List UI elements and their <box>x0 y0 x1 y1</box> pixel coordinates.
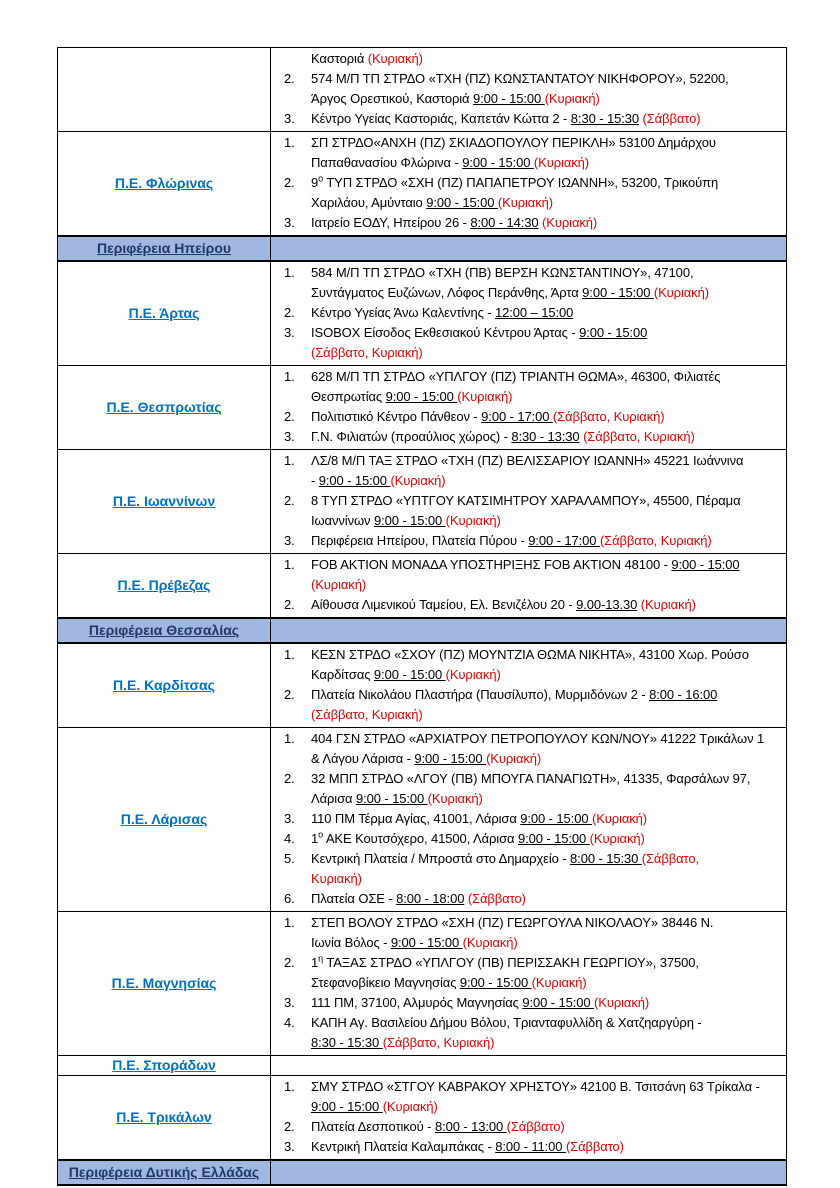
list-item <box>277 1077 778 1117</box>
section-header-empty-cell <box>271 1160 787 1185</box>
section-header-link[interactable]: Περιφέρεια Θεσσαλίας <box>88 622 240 638</box>
region-link[interactable]: Π.Ε. Καρδίτσας <box>113 677 215 693</box>
list-item <box>277 367 778 407</box>
section-header-cell <box>58 1160 271 1185</box>
section-header-empty-cell <box>271 618 787 643</box>
item-text: Πλατεία Νικολάου Πλαστήρα (Παυσίλυπο), Μυρμιδόνων 2 - 8:00 - 16:00 (Σάββατο, Κυριακή) <box>311 687 718 722</box>
list-item <box>277 427 778 447</box>
list-item <box>277 595 778 615</box>
item-number: 2. <box>284 687 295 702</box>
item-number: 1. <box>284 731 295 746</box>
item-number: 3. <box>284 995 295 1010</box>
item-text: Περιφέρεια Ηπείρου, Πλατεία Πύρου - 9:00 - 17:00 (Σάββατο, Κυριακή) <box>311 533 712 548</box>
item-text: FOB AKTION ΜΟΝΑΔΑ ΥΠΟΣΤΗΡΙΞΗΣ FOB AKTION 48100 - 9:00 - 15:00 (Κυριακή) <box>311 557 740 592</box>
item-text: 110 ΠΜ Τέρμα Αγίας, 41001, Λάρισα 9:00 - 15:00 (Κυριακή) <box>311 811 648 826</box>
list-item <box>277 491 778 531</box>
item-number: 4. <box>284 831 295 846</box>
section-header-row <box>58 1160 787 1185</box>
list-item <box>277 49 778 69</box>
list-item <box>277 213 778 233</box>
section-header-row <box>58 618 787 643</box>
region-cell <box>58 1076 271 1161</box>
item-number: 4. <box>284 1015 295 1030</box>
list-item <box>277 69 778 109</box>
section-header-cell <box>58 618 271 643</box>
list-item <box>277 323 778 363</box>
region-link[interactable]: Π.Ε. Άρτας <box>128 305 200 321</box>
locations-cell <box>271 261 787 366</box>
item-text: 574 Μ/Π ΤΠ ΣΤΡΔΟ «ΤΧΗ (ΠΖ) ΚΩΝΣΤΑΝΤΑΤΟΥ ΝΙΚΗΦΟΡΟΥ», 52200, Άργος Ορεστικού, Καστοριά 9:00 - 15:00 (Κυριακή) <box>311 71 729 106</box>
locations-cell <box>271 1056 787 1076</box>
list-item <box>277 829 778 849</box>
item-number: 2. <box>284 1119 295 1134</box>
list-item <box>277 849 778 889</box>
list-item <box>277 993 778 1013</box>
table-row <box>58 450 787 554</box>
item-number: 3. <box>284 325 295 340</box>
item-number: 1. <box>284 1079 295 1094</box>
section-header-empty-cell <box>271 236 787 261</box>
locations-cell <box>271 1076 787 1161</box>
region-cell <box>58 643 271 728</box>
item-number: 2. <box>284 493 295 508</box>
item-number: 3. <box>284 533 295 548</box>
locations-cell <box>271 728 787 912</box>
item-number: 1. <box>284 265 295 280</box>
item-text: Αίθουσα Λιμενικού Ταμείου, Ελ. Βενιζέλου 20 - 9.00-13.30 (Κυριακή) <box>311 597 696 612</box>
locations-cell <box>271 48 787 132</box>
item-text: 8 ΤΥΠ ΣΤΡΔΟ «ΥΠΤΓΟΥ ΚΑΤΣΙΜΗΤΡΟΥ ΧΑΡΑΛΑΜΠΟΥ», 45500, Πέραμα Ιωαννίνων 9:00 - 15:00 (Κυριακή) <box>311 493 741 528</box>
table-body <box>58 48 787 1186</box>
region-cell <box>58 48 271 132</box>
item-text: ΣΤΕΠ ΒΟΛΟΥ ΣΤΡΔΟ «ΣΧΗ (ΠΖ) ΓΕΩΡΓΟΥΛΑ ΝΙΚΟΛΑΟΥ» 38446 Ν. Ιωνία Βόλος - 9:00 - 15:00 (Κυριακή) <box>311 915 714 950</box>
item-text: Κεντρική Πλατεία Καλαμπάκας - 8:00 - 11:00 (Σάββατο) <box>311 1139 624 1154</box>
table-row <box>58 1076 787 1161</box>
item-number: 2. <box>284 597 295 612</box>
region-link[interactable]: Π.Ε. Θεσπρωτίας <box>106 399 222 415</box>
table-row <box>58 554 787 619</box>
table-row <box>58 48 787 132</box>
section-header-link[interactable]: Περιφέρεια Δυτικής Ελλάδας <box>68 1164 260 1180</box>
item-text: ΚΑΠΗ Αγ. Βασιλείου Δήμου Βόλου, Τριανταφυλλίδη & Χατζηαργύρη - 8:30 - 15:30 (Σάββατο, Κυριακή) <box>311 1015 702 1050</box>
region-link[interactable]: Π.Ε. Τρικάλων <box>116 1109 212 1125</box>
item-number: 3. <box>284 215 295 230</box>
list-item <box>277 531 778 551</box>
item-text: ISOBOX Είσοδος Εκθεσιακού Κέντρου Άρτας - 9:00 - 15:00 (Σάββατο, Κυριακή) <box>311 325 648 360</box>
item-number: 2. <box>284 771 295 786</box>
table-row <box>58 366 787 450</box>
item-text: $9^o$ ΤΥΠ ΣΤΡΔΟ «ΣΧΗ (ΠΖ) ΠΑΠΑΠΕΤΡΟΥ ΙΩΑΝΝΗ», 53200, Τρικούπη Χαριλάου, Αμύνταιο 9:00 - 15:00 (Κυριακή) <box>311 173 719 210</box>
item-number: 2. <box>284 305 295 320</box>
locations-cell <box>271 132 787 237</box>
list-item <box>277 303 778 323</box>
item-text: $1^o$ ΑΚΕ Κουτσόχερο, 41500, Λάρισα 9:00 - 15:00 (Κυριακή) <box>311 829 645 846</box>
locations-cell <box>271 643 787 728</box>
item-text: 111 ΠΜ, 37100, Αλμυρός Μαγνησίας 9:00 - 15:00 (Κυριακή) <box>311 995 650 1010</box>
item-text: Κέντρο Υγείας Καστοριάς, Καπετάν Κώττα 2 - 8:30 - 15:30 (Σάββατο) <box>311 111 701 126</box>
list-item <box>277 451 778 491</box>
region-link[interactable]: Π.Ε. Λάρισας <box>120 811 208 827</box>
item-number: 2. <box>284 955 295 970</box>
item-number: 3. <box>284 811 295 826</box>
table-row <box>58 643 787 728</box>
list-item <box>277 889 778 909</box>
region-cell <box>58 366 271 450</box>
item-text: ΣΜΥ ΣΤΡΔΟ «ΣΤΓΟΥ ΚΑΒΡΑΚΟΥ ΧΡΗΣΤΟΥ» 42100 Β. Τσιτσάνη 63 Τρίκαλα - 9:00 - 15:00 (Κυριακή) <box>311 1079 760 1114</box>
section-header-link[interactable]: Περιφέρεια Ηπείρου <box>96 240 232 256</box>
region-link[interactable]: Π.Ε. Μαγνησίας <box>111 975 217 991</box>
table-row <box>58 912 787 1056</box>
region-cell <box>58 554 271 619</box>
item-number: 3. <box>284 1139 295 1154</box>
region-cell <box>58 912 271 1056</box>
item-number: 1. <box>284 453 295 468</box>
item-number: 1. <box>284 915 295 930</box>
item-text: 628 Μ/Π ΤΠ ΣΤΡΔΟ «ΥΠΛΓΟΥ (ΠΖ) ΤΡΙΑΝΤΗ ΘΩΜΑ», 46300, Φιλιατές Θεσπρωτίας 9:00 - 15:00 (Κυριακή) <box>311 369 721 404</box>
item-number: 2. <box>284 71 295 86</box>
region-link[interactable]: Π.Ε. Φλώρινας <box>114 175 214 191</box>
region-cell <box>58 450 271 554</box>
list-item <box>277 953 778 993</box>
list-item <box>277 729 778 769</box>
list-item <box>277 173 778 213</box>
item-number: 1. <box>284 369 295 384</box>
item-text: Πλατεία ΟΣΕ - 8:00 - 18:00 (Σάββατο) <box>311 891 526 906</box>
region-cell <box>58 132 271 237</box>
locations-table <box>57 47 787 1186</box>
item-text: Ιατρείο ΕΟΔΥ, Ηπείρου 26 - 8:00 - 14:30 (Κυριακή) <box>311 215 598 230</box>
item-number: 1. <box>284 647 295 662</box>
locations-cell <box>271 366 787 450</box>
region-cell <box>58 1056 271 1076</box>
list-item <box>277 809 778 829</box>
table-row <box>58 728 787 912</box>
item-text: Γ.Ν. Φιλιατών (προαύλιος χώρος) - 8:30 - 13:30 (Σάββατο, Κυριακή) <box>311 429 695 444</box>
item-number: 6. <box>284 891 295 906</box>
item-number: 2. <box>284 409 295 424</box>
item-text: ΣΠ ΣΤΡΔΟ«ΑΝΧΗ (ΠΖ) ΣΚΙΑΔΟΠΟΥΛΟΥ ΠΕΡΙΚΛΗ» 53100 Δημάρχου Παπαθανασίου Φλώρινα - 9:00 - 15:00 (Κυριακή) <box>311 135 716 170</box>
section-header-cell <box>58 236 271 261</box>
item-text: ΛΣ/8 Μ/Π ΤΑΞ ΣΤΡΔΟ «ΤΧΗ (ΠΖ) ΒΕΛΙΣΣΑΡΙΟΥ ΙΩΑΝΝΗ» 45221 Ιωάννινα - 9:00 - 15:00 (Κυριακή) <box>311 453 744 488</box>
list-item <box>277 109 778 129</box>
list-item <box>277 1117 778 1137</box>
item-number: 1. <box>284 135 295 150</box>
section-header-row <box>58 236 787 261</box>
list-item <box>277 407 778 427</box>
list-item <box>277 645 778 685</box>
region-link[interactable]: Π.Ε. Σποράδων <box>112 1057 216 1073</box>
item-text: Πολιτιστικό Κέντρο Πάνθεον - 9:00 - 17:00 (Σάββατο, Κυριακή) <box>311 409 665 424</box>
item-text: Κεντρική Πλατεία / Μπροστά στο Δημαρχείο - 8:00 - 15:30 (Σάββατο, Κυριακή) <box>311 851 699 886</box>
region-cell <box>58 728 271 912</box>
item-number: 2. <box>284 175 295 190</box>
item-number: 3. <box>284 429 295 444</box>
list-item <box>277 263 778 303</box>
item-text: Κέντρο Υγείας Άνω Καλεντίνης - 12:00 – 15:00 <box>311 305 574 320</box>
item-text: 584 Μ/Π ΤΠ ΣΤΡΔΟ «ΤΧΗ (ΠΒ) ΒΕΡΣΗ ΚΩΝΣΤΑΝΤΙΝΟΥ», 47100, Συντάγματος Ευζώνων, Λόφος Περάνθης, Άρτα 9:00 - 15:00 (Κυριακή) <box>311 265 709 300</box>
list-item <box>277 555 778 595</box>
item-number: 1. <box>284 557 295 572</box>
list-item <box>277 685 778 725</box>
item-number: 5. <box>284 851 295 866</box>
item-number: 3. <box>284 111 295 126</box>
list-item <box>277 913 778 953</box>
region-cell <box>58 261 271 366</box>
item-text: Καστοριά (Κυριακή) <box>311 51 423 66</box>
region-link[interactable]: Π.Ε. Ιωαννίνων <box>112 493 216 509</box>
table-row <box>58 132 787 237</box>
item-text: 404 ΓΣΝ ΣΤΡΔΟ «ΑΡΧΙΑΤΡΟΥ ΠΕΤΡΟΠΟΥΛΟΥ ΚΩΝ/ΝΟΥ» 41222 Τρικάλων 1 & Λάγου Λάρισα - 9:00 - 15:00 (Κυριακή) <box>311 731 765 766</box>
locations-cell <box>271 450 787 554</box>
table-row <box>58 1056 787 1076</box>
item-text: 32 ΜΠΠ ΣΤΡΔΟ «ΛΓΟΥ (ΠΒ) ΜΠΟΥΓΑ ΠΑΝΑΓΙΩΤΗ», 41335, Φαρσάλων 97, Λάρισα 9:00 - 15:00 (Κυριακή) <box>311 771 751 806</box>
region-link[interactable]: Π.Ε. Πρέβεζας <box>117 577 211 593</box>
list-item <box>277 133 778 173</box>
item-text: ΚΕΣΝ ΣΤΡΔΟ «ΣΧΟΥ (ΠΖ) ΜΟΥΝΤΖΙΑ ΘΩΜΑ ΝΙΚΗΤΑ», 43100 Χωρ. Ρούσο Καρδίτσας 9:00 - 15:00 (Κυριακή) <box>311 647 749 682</box>
locations-cell <box>271 554 787 619</box>
item-text: Πλατεία Δεσποτικού - 8:00 - 13:00 (Σάββατο) <box>311 1119 565 1134</box>
locations-cell <box>271 912 787 1056</box>
list-item <box>277 1013 778 1053</box>
list-item <box>277 1137 778 1157</box>
table-row <box>58 261 787 366</box>
list-item <box>277 769 778 809</box>
item-text: $1^\eta$ ΤΑΞΑΣ ΣΤΡΔΟ «ΥΠΛΓΟΥ (ΠΒ) ΠΕΡΙΣΣΑΚΗ ΓΕΩΡΓΙΟΥ», 37500, Στεφανοβίκειο Μαγνησίας 9:00 - 15:00 (Κυριακή) <box>311 953 699 990</box>
